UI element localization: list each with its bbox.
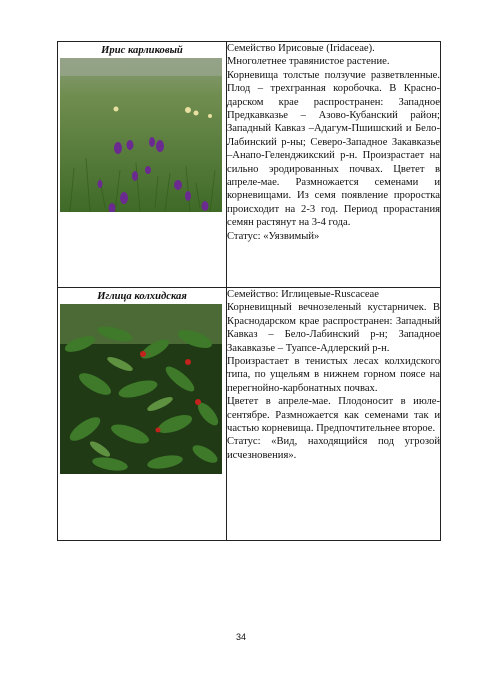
table-row (58, 288, 441, 541)
species-cell-left (58, 42, 227, 288)
species-description (227, 288, 441, 541)
page-number: 34 (235, 632, 246, 642)
family-line: Семейство: Иглицевые-Ruscaceae (227, 289, 379, 300)
table-row (58, 42, 441, 288)
species-table (57, 41, 441, 541)
iris-flower-photo (60, 58, 222, 212)
description-text: Корневища толстые ползучие разветвленные. Плод – трехгранная коробочка. В Красно-дарском крае распространен: Западное Предкавказье – Азово-Кубанский район; Западный Кавказ –Адагум-Пшишский и Бело-Лабинский р-ны; Северо-Западное Закавказье –Анапо-Геленджикский р-н. Произрастает на сильно эродированных почвах. Цветет в апреле-мае. Размножается семенами и корневищами. Из семя появление проростка происходит на 2-3 год. Период прорастания семян растянут на 3-4 года. (227, 69, 440, 229)
species-cell-left (58, 288, 227, 541)
family-line: Семейство Ирисовые (Iridaceae). (227, 43, 375, 54)
status-line: Статус: «Вид, находящийся под угрозой исчезновения». (227, 436, 440, 461)
species-description (227, 42, 441, 288)
lifeform-line: Многолетнее травянистое растение. (227, 56, 390, 68)
status-line: Статус: «Уязвимый» (227, 230, 320, 242)
description-text: Корневищный вечнозеленый кустарничек. В Краснодарском крае распространен: Западный Кавказ – Бело-Лабинский р-н; Западное Закавказье – Туапсе-Адлерский р-н. (227, 302, 440, 354)
ruscus-shrub-photo (60, 304, 222, 474)
species-name: Ирис карликовый (101, 45, 183, 56)
phenology-text: Цветет в апреле-мае. Плодоносит в июле-сентябре. Размножается как семенами так и частью корневища. Предпочтительнее второе. (227, 396, 440, 435)
habitat-text: Произрастает в тенистых лесах колхидского типа, по ущельям в нижнем горном поясе на перегнойно-карбонатных почвах. (227, 356, 440, 394)
species-name: Иглица колхидская (97, 291, 187, 302)
